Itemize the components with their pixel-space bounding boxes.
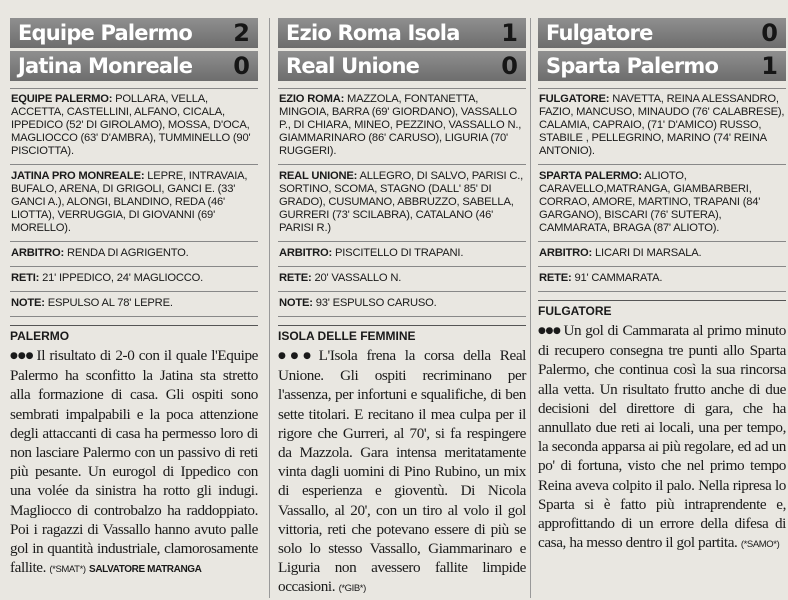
goals-line [10, 267, 258, 292]
notes-label: NOTE: [279, 297, 313, 309]
match-article [10, 346, 258, 579]
referee-text: PISCITELLO DI TRAPANI. [335, 247, 464, 259]
away-team-goals: 0 [233, 52, 250, 80]
referee-label: ARBITRO: [279, 247, 333, 259]
home-lineup-text: NAVETTA, REINA ALESSANDRO, FAZIO, MANCUSO, MINAUDO (76' CALABRESE), CALAMIA, CAPRAIO, (71' D'AMICO) RUSSO, STABILE , PELLEGRINO, MARINO (74' REINA ANTONIO). [539, 93, 785, 157]
home-lineup-label: EZIO ROMA: [279, 93, 345, 105]
home-lineup-text: MAZZOLA, FONTANETTA, MINGOIA, BARRA (69' GIORDANO), VASSALLO P., DI CHIARA, MINEO, PEZZINO, VASSALLO N., GIAMMARINARO (86' CARUSO), LIGURIA (70' RUGGERI). [279, 93, 522, 157]
article-dateline: ISOLA DELLE FEMMINE [278, 325, 526, 343]
goals-label: RETE: [279, 272, 312, 284]
article-author: SALVATORE MATRANGA [89, 564, 202, 576]
match-tabellino [278, 88, 526, 317]
bullet-dots-icon: ●●● [278, 351, 316, 361]
home-team-goals: 2 [233, 19, 250, 47]
away-score-banner [278, 51, 526, 81]
away-lineup [10, 165, 258, 242]
home-lineup [10, 93, 258, 165]
away-team-name: Real Unione [286, 54, 420, 78]
home-score-banner [278, 18, 526, 48]
goals-text: 21' IPPEDICO, 24' MAGLIOCCO. [42, 272, 204, 284]
match-column-1 [10, 18, 258, 579]
away-lineup-label: REAL UNIONE: [279, 170, 358, 182]
referee-line [538, 242, 786, 267]
away-lineup-label: SPARTA PALERMO: [539, 170, 642, 182]
notes-line [278, 292, 526, 317]
goals-label: RETE: [539, 272, 572, 284]
away-lineup [538, 165, 786, 242]
home-lineup-label: FULGATORE: [539, 93, 610, 105]
home-team-name: Equipe Palermo [18, 21, 193, 45]
home-team-goals: 1 [501, 19, 518, 47]
away-lineup [278, 165, 526, 242]
home-lineup [278, 93, 526, 165]
article-text: Il risultato di 2-0 con il quale l'Equipe Palermo ha sconfitto la Jatina sta stretto alla formazione di casa. Gli ospiti sono sembrati impalpabili e la poca attenzione degli attaccanti di casa ha permesso loro di non lasciare Palermo con un passivo di reti più pesante. Un eurogol di Ippedico con una volée da sinistra ha rotto gli indugi. Magliocco di controbalzo ha raddoppiato. Poi i ragazzi di Vassallo hanno avuto palle gol in quantità industriale, clamorosamente fallite. [10, 347, 258, 577]
goals-text: 91' CAMMARATA. [574, 272, 663, 284]
referee-label: ARBITRO: [11, 247, 65, 259]
article-signature: (*GIB*) [338, 583, 366, 595]
away-team-name: Jatina Monreale [18, 54, 193, 78]
away-score-banner [538, 51, 786, 81]
away-lineup-text: LEPRE, INTRAVAIA, BUFALO, ARENA, DI GRIGOLI, GANCI E. (33' GANCI A.), ALONGI, BLANDINO, REDA (46' LIOTTA), VERRUGGIA, DI GIOVANNI (69' MORELLO). [11, 170, 248, 234]
match-column-3 [538, 18, 786, 554]
article-signature: (*SMAT*) [49, 564, 86, 576]
referee-text: RENDA DI AGRIGENTO. [67, 247, 189, 259]
away-team-goals: 0 [501, 52, 518, 80]
article-signature: (*SAMO*) [740, 539, 780, 551]
home-score-banner [10, 18, 258, 48]
bullet-dots-icon: ●●● [538, 326, 561, 336]
away-lineup-text: ALLEGRO, DI SALVO, PARISI C., SORTINO, SCOMA, STAGNO (DALL' 85' DI GRADO), CUSUMANO, ABBRUZZO, SABELLA, GURRERI (73' SCILABRA), CATALANO (46' PARISI R.) [279, 170, 524, 234]
notes-label: NOTE: [11, 297, 45, 309]
away-score-banner [10, 51, 258, 81]
bullet-dots-icon: ●●● [10, 351, 34, 361]
goals-text: 20' VASSALLO N. [314, 272, 402, 284]
match-tabellino [10, 88, 258, 317]
home-lineup-text: POLLARA, VELLA, ACCETTA, CASTELLINI, ALFANO, CICALA, IPPEDICO (52' DI GIROLAMO), MOSSA, D'OCA, MAGLIOCCO (63' D'AMBRA), TUMMINELLO (90' PISCIOTTA). [11, 93, 251, 157]
match-article [278, 346, 526, 599]
away-team-goals: 1 [761, 52, 778, 80]
match-tabellino [538, 88, 786, 292]
goals-line [538, 267, 786, 292]
away-team-name: Sparta Palermo [546, 54, 719, 78]
away-lineup-label: JATINA PRO MONREALE: [11, 170, 145, 182]
referee-text: LICARI DI MARSALA. [595, 247, 702, 259]
column-divider [530, 18, 531, 598]
notes-line [10, 292, 258, 317]
goals-label: RETI: [11, 272, 40, 284]
home-team-name: Ezio Roma Isola [286, 21, 460, 45]
goals-line [278, 267, 526, 292]
notes-text: ESPULSO AL 78' LEPRE. [47, 297, 173, 309]
referee-label: ARBITRO: [539, 247, 593, 259]
article-text: L'Isola frena la corsa della Real Unione. Gli ospiti recriminano per l'assenza, per infortuni e squalifiche, di ben sette titolari. E recitano il mea culpa per il rigore che Gurreri, al 70', si fa respingere da Mazzola. Gara intensa meritatamente vinta dagli uomini di Pino Rubino, un mix di esperienza e gioventù. Di Nicola Vassallo, al 20', con un tiro al volo il gol vittoria, reti che potevano essere di più se solo lo stesso Vassallo, Giammarinaro e Liguria non avessero fallite limpide occasioni. [278, 347, 526, 596]
notes-text: 93' ESPULSO CARUSO. [315, 297, 437, 309]
home-team-name: Fulgatore [546, 21, 653, 45]
match-article [538, 321, 786, 554]
article-text: Un gol di Cammarata al primo minuto di recupero consegna tre punti allo Sparta Palermo, che continua così la sua rincorsa alla vetta. Un risultato frutto anche di due decisioni del direttore di gara, che ha annullato due reti ai locali, una per tempo, la seconda apparsa ai più regolare, ed ad un po' di fortuna, visto che nel primo tempo Reina aveva colpito il palo. Nella ripresa lo Sparta si è fatto più intraprendente e, approfittando di un errore della difesa di casa, ha messo dentro il gol partita. [538, 322, 786, 552]
match-column-2 [278, 18, 526, 599]
article-dateline: PALERMO [10, 325, 258, 343]
home-lineup [538, 93, 786, 165]
referee-line [278, 242, 526, 267]
referee-line [10, 242, 258, 267]
home-lineup-label: EQUIPE PALERMO: [11, 93, 113, 105]
column-divider [269, 18, 270, 598]
article-dateline: FULGATORE [538, 300, 786, 318]
home-score-banner [538, 18, 786, 48]
home-team-goals: 0 [761, 19, 778, 47]
away-lineup-text: ALIOTO, CARAVELLO,MATRANGA, GIAMBARBERI, CORRAO, AMORE, MARTINO, TRAPANI (84' GARGANO), BISCARI (76' SUTERA), CAMMARATA, BRAGA (87' ALIOTO). [539, 170, 761, 234]
